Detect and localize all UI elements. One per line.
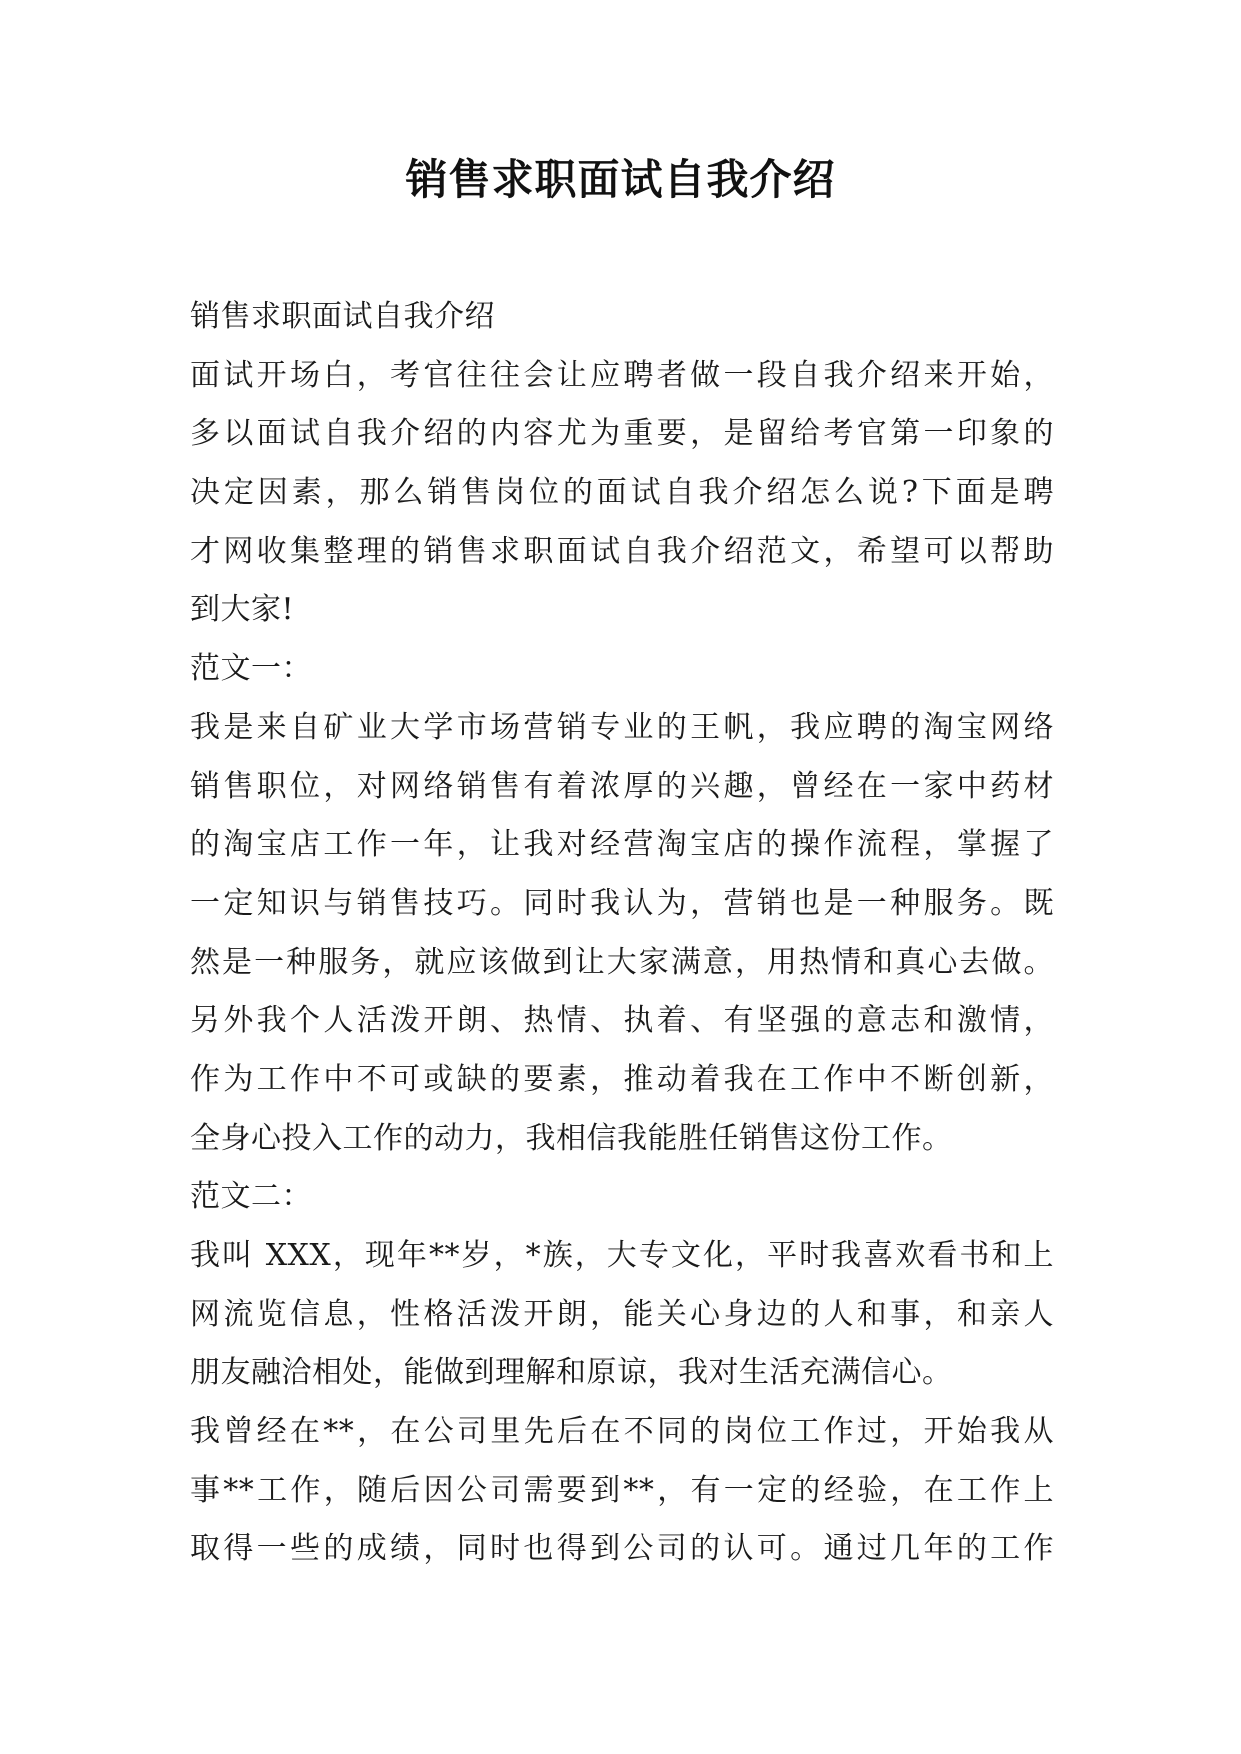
text-line: 一定知识与销售技巧。同时我认为，营销也是一种服务。既 xyxy=(190,885,1054,921)
text-line: 取得一些的成绩，同时也得到公司的认可。通过几年的工作 xyxy=(190,1531,1054,1567)
document-body xyxy=(190,288,1054,1579)
text-line: 范文一： xyxy=(190,651,312,687)
text-line: 范文二： xyxy=(190,1179,312,1215)
text-line: 全身心投入工作的动力，我相信我能胜任销售这份工作。 xyxy=(190,1120,953,1156)
page-title: 销售求职面试自我介绍 xyxy=(405,155,836,204)
text-line: 我曾经在**，在公司里先后在不同的岗位工作过，开始我从 xyxy=(190,1414,1054,1450)
text-line: 我是来自矿业大学市场营销专业的王帆，我应聘的淘宝网络 xyxy=(190,709,1054,745)
text-line: 销售求职面试自我介绍 xyxy=(190,299,495,334)
text-line: 事**工作，随后因公司需要到**，有一定的经验，在工作上 xyxy=(190,1472,1054,1508)
text-line: 才网收集整理的销售求职面试自我介绍范文，希望可以帮助 xyxy=(190,533,1054,569)
text-line: 销售职位，对网络销售有着浓厚的兴趣，曾经在一家中药材 xyxy=(190,768,1054,804)
text-line: 的淘宝店工作一年，让我对经营淘宝店的操作流程，掌握了 xyxy=(190,827,1054,863)
text-line: 决定因素，那么销售岗位的面试自我介绍怎么说?下面是聘 xyxy=(190,475,1054,511)
text-line: 我叫 XXX，现年**岁，*族，大专文化，平时我喜欢看书和上 xyxy=(190,1238,1054,1273)
text-line: 多以面试自我介绍的内容尤为重要，是留给考官第一印象的 xyxy=(190,416,1054,452)
text-line: 网流览信息，性格活泼开朗，能关心身边的人和事，和亲人 xyxy=(190,1296,1054,1332)
text-line: 作为工作中不可或缺的要素，推动着我在工作中不断创新， xyxy=(190,1061,1054,1097)
text-line: 面试开场白，考官往往会让应聘者做一段自我介绍来开始， xyxy=(190,357,1054,393)
text-line: 然是一种服务，就应该做到让大家满意，用热情和真心去做。 xyxy=(190,944,1054,980)
text-line: 朋友融洽相处，能做到理解和原谅，我对生活充满信心。 xyxy=(190,1355,953,1391)
text-line: 到大家! xyxy=(190,592,295,628)
text-line: 另外我个人活泼开朗、热情、执着、有坚强的意志和激情， xyxy=(190,1003,1054,1039)
